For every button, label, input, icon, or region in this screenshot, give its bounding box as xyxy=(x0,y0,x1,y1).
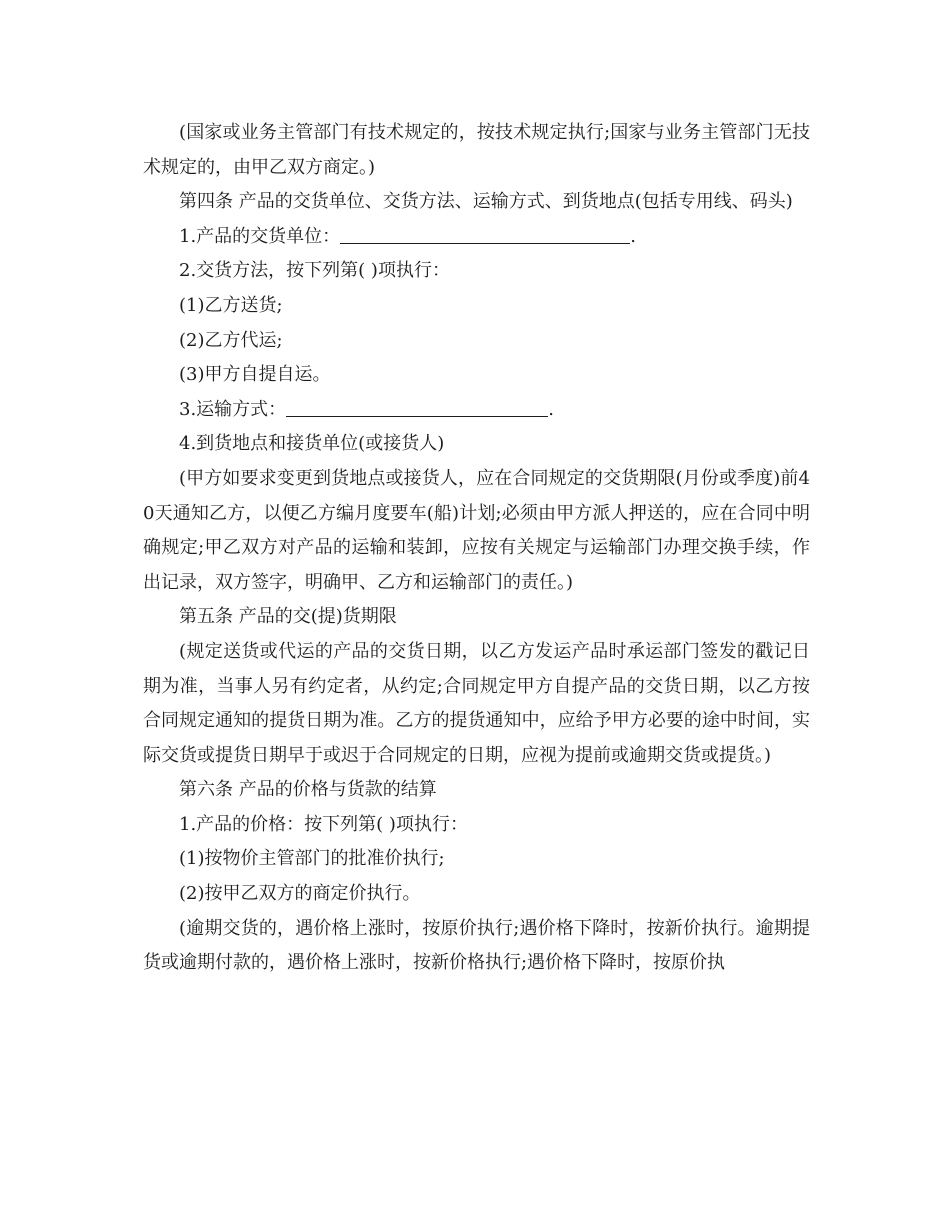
delivery-unit-label: 1.产品的交货单位： xyxy=(179,225,341,247)
article-6-heading: 第六条 产品的价格与货款的结算 xyxy=(179,779,437,801)
paragraph-arrival-change-note: (甲方如要求变更到货地点或接货人，应在合同规定的交货期限(月份或季度)前40天通知乙方，以便乙方编月度要车(船)计划;必须由甲方派人押送的，应在合同中明确规定;甲乙双方对产品的运输和装卸，应按有关规定与运输部门办理交换手续，作出记录，双方签字，明确甲、乙方和运输部门的责任。) xyxy=(143,467,810,593)
option-seller-delivery: (1)乙方送货; xyxy=(179,294,283,316)
transport-method-label: 3.运输方式： xyxy=(179,398,287,420)
option-seller-shipping: (2)乙方代运; xyxy=(179,329,283,351)
article-5-heading: 第五条 产品的交(提)货期限 xyxy=(179,606,397,628)
paragraph-delivery-date-note: (规定送货或代运的产品的交货日期，以乙方发运产品时承运部门签发的戳记日期为准，当事人另有约定者，从约定;合同规定甲方自提产品的交货日期，以乙方按合同规定通知的提货日期为准。乙方的提货通知中，应给予甲方必要的途中时间，实际交货或提货日期早于或迟于合同规定的日期，应视为提前或逾期交货或提货。) xyxy=(143,640,810,766)
option-agreed-price: (2)按甲乙双方的商定价执行。 xyxy=(179,883,421,905)
delivery-method-line: 2.交货方法，按下列第( )项执行： xyxy=(179,260,450,282)
paragraph-overdue-price-note: (逾期交货的，遇价格上涨时，按原价执行;遇价格下降时，按新价执行。逾期提货或逾期付款的，遇价格上涨时，按新价格执行;遇价格下降时，按原价执 xyxy=(143,917,810,974)
transport-method-period: . xyxy=(548,398,554,420)
transport-method-blank xyxy=(286,398,548,417)
option-buyer-pickup: (3)甲方自提自运。 xyxy=(179,364,331,386)
arrival-location-line: 4.到货地点和接货单位(或接货人) xyxy=(179,433,445,455)
delivery-unit-period: . xyxy=(630,225,636,247)
article-4-heading: 第四条 产品的交货单位、交货方法、运输方式、到货地点(包括专用线、码头) xyxy=(179,191,793,213)
price-line: 1.产品的价格：按下列第( )项执行： xyxy=(179,813,468,835)
transport-method-line xyxy=(143,393,810,428)
paragraph-tech-standard-note: (国家或业务主管部门有技术规定的，按技术规定执行;国家与业务主管部门无技术规定的，由甲乙双方商定。) xyxy=(143,122,810,178)
delivery-unit-blank xyxy=(340,225,630,244)
delivery-unit-line xyxy=(143,220,810,255)
document-body xyxy=(143,116,810,981)
option-approved-price: (1)按物价主管部门的批准价执行; xyxy=(179,848,445,870)
